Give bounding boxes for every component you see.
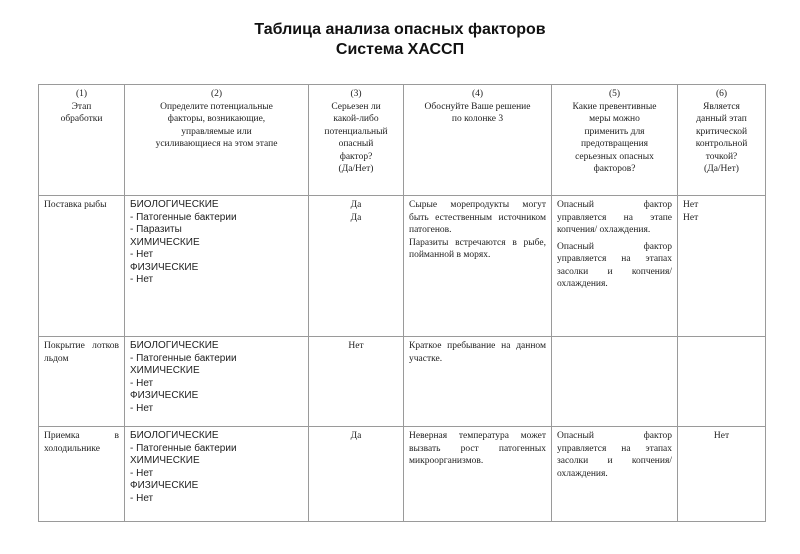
- measures-cell: [552, 337, 678, 427]
- hazard-item: - Патогенные бактерии: [130, 211, 237, 223]
- ccp-cell: [678, 337, 766, 427]
- hazard-item: - Патогенные бактерии: [130, 352, 237, 364]
- justification-text: Паразиты встречаются в рыбе, пойманной в морях.: [409, 237, 546, 260]
- bio-label: БИОЛОГИЧЕСКИЕ: [130, 199, 219, 210]
- header-col-2: (2) Определите потенциальные факторы, возникающие, управляемые или усиливающиеся на этом этапе: [125, 85, 309, 196]
- hazards-cell: [125, 196, 309, 337]
- hazard-item: - Нет: [130, 249, 154, 260]
- chem-label: ХИМИЧЕСКИЕ: [130, 455, 200, 466]
- bio-label: БИОЛОГИЧЕСКИЕ: [130, 340, 219, 351]
- hazard-item: - Нет: [130, 377, 154, 389]
- measure-text: Опасный фактор управляется на этапе копчения/ охлаждения.: [557, 200, 672, 235]
- serious-value: Нет: [348, 341, 364, 351]
- hazard-item: - Нет: [130, 467, 154, 479]
- justification-text: Сырые морепродукты могут быть естественным источником патогенов.: [409, 200, 546, 235]
- ccp-cell: [678, 196, 766, 337]
- step-cell: Поставка рыбы: [39, 196, 125, 337]
- serious-value: Да: [350, 431, 362, 441]
- measure-text: Опасный фактор управляется на этапах засолки и копчения/ охлаждения.: [557, 241, 672, 289]
- phys-label: ФИЗИЧЕСКИЕ: [130, 390, 199, 401]
- table-header-row: [39, 85, 766, 196]
- phys-label: ФИЗИЧЕСКИЕ: [130, 480, 199, 491]
- header-col-6: (6) Является данный этап критической контрольной точкой? (Да/Нет): [678, 85, 766, 196]
- header-col-4: (4) Обоснуйте Ваше решение по колонке 3: [404, 85, 552, 196]
- serious-value: Да: [350, 212, 362, 223]
- justification-cell: [404, 196, 552, 337]
- step-cell: Покрытие лотков льдом: [39, 337, 125, 427]
- justification-text: Краткое пребывание на данном участке.: [409, 341, 546, 364]
- chem-label: ХИМИЧЕСКИЕ: [130, 365, 200, 376]
- justification-cell: [404, 427, 552, 522]
- serious-value: Да: [350, 200, 362, 210]
- hazard-item: - Нет: [130, 274, 154, 285]
- chem-label: ХИМИЧЕСКИЕ: [130, 236, 200, 248]
- justification-text: Неверная температура может вызвать рост патогенных микроорганизмов.: [409, 431, 546, 466]
- ccp-cell: [678, 427, 766, 522]
- header-col-5: (5) Какие превентивные меры можно применить для предотвращения серьезных опасных факторов?: [552, 85, 678, 196]
- hazards-cell: [125, 337, 309, 427]
- ccp-value: Нет: [713, 431, 730, 441]
- phys-label: ФИЗИЧЕСКИЕ: [130, 261, 199, 273]
- table-row: [39, 337, 766, 427]
- table-row: [39, 427, 766, 522]
- hazard-item: - Паразиты: [130, 224, 182, 235]
- hazard-item: - Патогенные бактерии: [130, 442, 237, 454]
- ccp-value: Нет: [683, 212, 699, 223]
- bio-label: БИОЛОГИЧЕСКИЕ: [130, 430, 219, 441]
- serious-cell: [309, 427, 404, 522]
- document-subtitle: Система ХАССП: [335, 41, 465, 58]
- hazards-cell: [125, 427, 309, 522]
- serious-cell: [309, 337, 404, 427]
- hazard-item: - Нет: [130, 402, 154, 414]
- step-cell: Приемка в холодильнике: [39, 427, 125, 522]
- table-row: [39, 196, 766, 337]
- measures-cell: [552, 196, 678, 337]
- header-col-3: (3) Серьезен ли какой-либо потенциальный опасный фактор? (Да/Нет): [309, 85, 404, 196]
- header-col-1: (1) Этап обработки: [39, 85, 125, 196]
- document-title: Таблица анализа опасных факторов: [254, 21, 546, 38]
- justification-cell: [404, 337, 552, 427]
- hazard-item: - Нет: [130, 492, 154, 504]
- serious-cell: [309, 196, 404, 337]
- measures-cell: [552, 427, 678, 522]
- hazard-analysis-table: [38, 84, 766, 522]
- ccp-value: Нет: [683, 200, 699, 210]
- measure-text: Опасный фактор управляется на этапах засолки и копчения/ охлаждения.: [557, 431, 672, 479]
